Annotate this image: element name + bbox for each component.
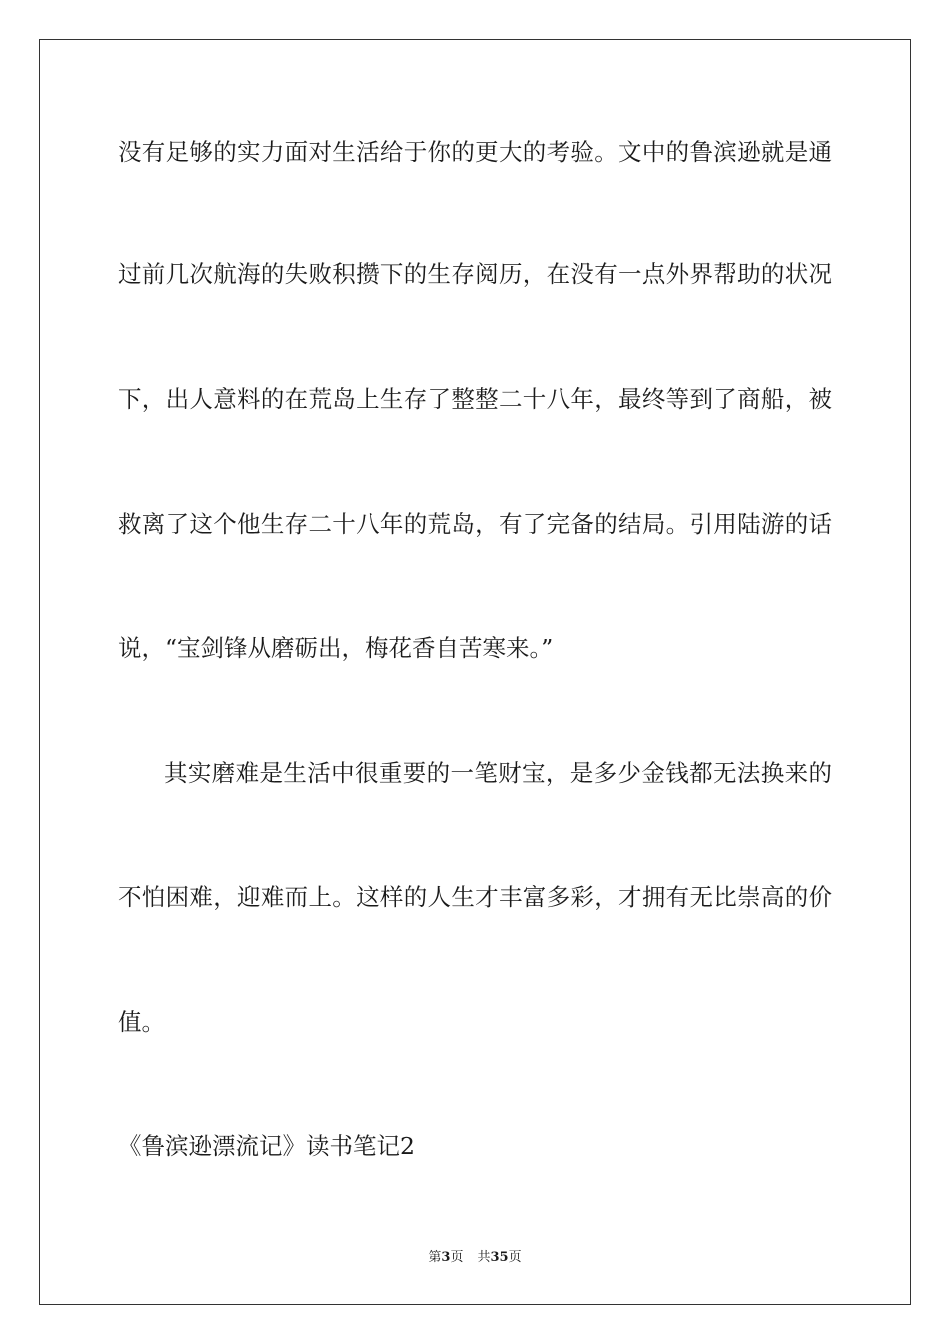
page-prefix: 第	[428, 1250, 442, 1265]
section-heading: 《鲁滨逊漂流记》读书笔记2	[118, 1132, 415, 1160]
page-suffix: 页	[450, 1250, 464, 1265]
total-prefix: 共	[477, 1250, 491, 1265]
text-line: 救离了这个他生存二十八年的荒岛，有了完备的结局。引用陆游的话	[118, 510, 832, 538]
text-line: 没有足够的实力面对生活给于你的更大的考验。文中的鲁滨逊就是通	[118, 138, 832, 166]
text-line: 不怕困难，迎难而上。这样的人生才丰富多彩，才拥有无比崇高的价	[118, 883, 832, 911]
text-line: 下，出人意料的在荒岛上生存了整整二十八年，最终等到了商船，被	[118, 385, 832, 413]
total-pages: 35	[490, 1250, 509, 1265]
total-suffix: 页	[508, 1250, 522, 1265]
page-number: 3	[441, 1250, 451, 1265]
page-footer	[0, 1250, 950, 1266]
text-line: 过前几次航海的失败积攒下的生存阅历，在没有一点外界帮助的状况	[118, 260, 832, 288]
text-line: 说，“宝剑锋从磨砺出，梅花香自苦寒来。”	[118, 634, 554, 662]
text-line: 其实磨难是生活中很重要的一笔财宝，是多少金钱都无法换来的	[164, 759, 832, 787]
page-border	[39, 39, 911, 1305]
text-line: 值。	[118, 1008, 165, 1036]
